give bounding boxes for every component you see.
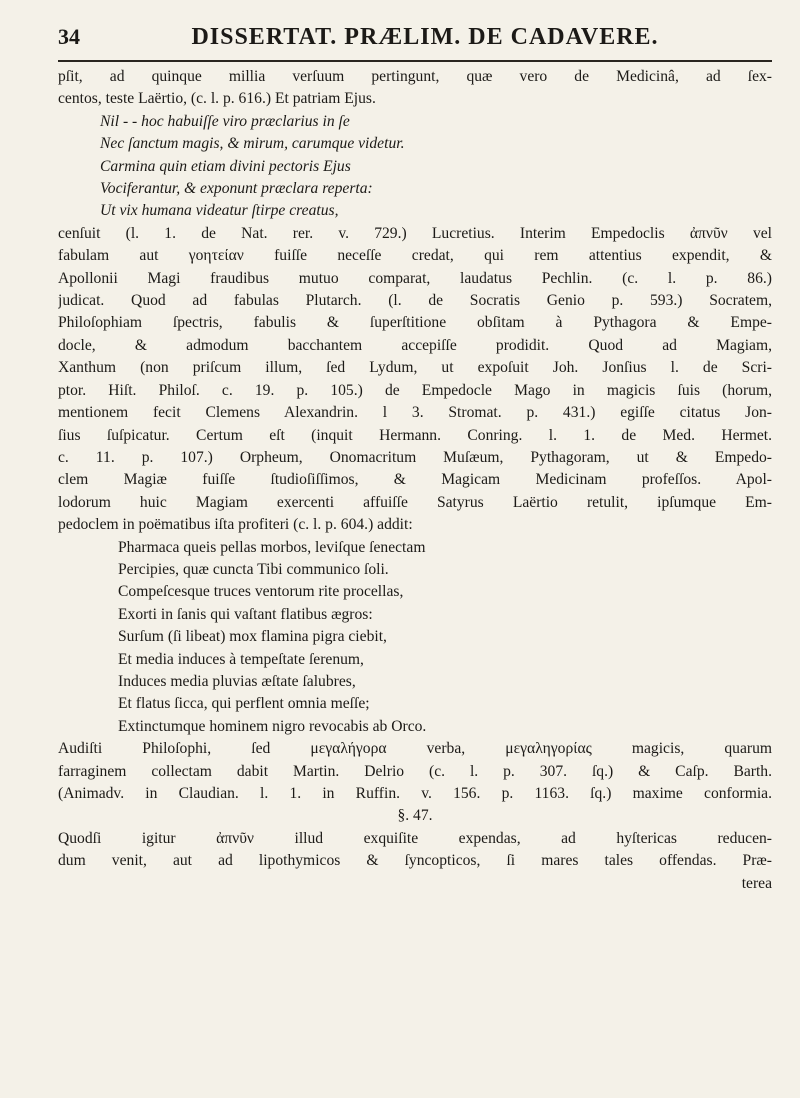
verse-line: Nil - - hoc habuiſſe viro præclarius in ſe: [100, 112, 350, 130]
verse-line: Ut vix humana videatur ſtirpe creatus,: [100, 202, 339, 220]
page-body: [58, 66, 772, 895]
page-header: [58, 24, 772, 62]
text-line: Xanthum (non priſcum illum, ſed Lydum, ut expoſuit Joh. Jonſius l. de Scri-: [58, 359, 772, 377]
text-line: ptor. Hiſt. Philoſ. c. 19. p. 105.) de Empedocle Mago in magicis ſuis (horum,: [58, 381, 772, 399]
text-line: c. 11. p. 107.) Orpheum, Onomacritum Muſæum, Pythagoram, ut & Empedo-: [58, 448, 772, 466]
catchword: terea: [741, 874, 772, 892]
text-line: mentionem fecit Clemens Alexandrin. l 3. Stromat. p. 431.) egiſſe citatus Jon-: [58, 404, 772, 422]
text-line: Audiſti Philoſophi, ſed μεγαλήγορα verba, μεγαληγορίας magicis, quarum: [58, 740, 772, 758]
text-line: pedoclem in poëmatibus iſta profiteri (c. l. p. 604.) addit:: [58, 516, 413, 534]
page-number: 34: [58, 24, 80, 49]
verse-line: Et media induces à tempeſtate ſerenum,: [118, 650, 364, 668]
text-line: Philoſophiam ſpectris, fabulis & ſuperſtitione obſitam à Pythagora & Empe-: [58, 314, 772, 332]
text-line: cenſuit (l. 1. de Nat. rer. v. 729.) Lucretius. Interim Empedoclis ἀπνῦν vel: [58, 224, 772, 242]
text-line: fabulam aut γοητείαν fuiſſe neceſſe credat, qui rem attentius expendit, &: [58, 247, 772, 265]
verse-line: Surſum (ſi libeat) mox flamina pigra ciebit,: [118, 628, 387, 646]
verse-line: Nec ſanctum magis, & mirum, carumque videtur.: [100, 135, 405, 153]
verse-line: Exorti in ſanis qui vaſtant flatibus ægros:: [118, 605, 373, 623]
text-line: clem Magiæ fuiſſe ſtudioſiſſimos, & Magicam Medicinam profeſſos. Apol-: [58, 471, 772, 489]
verse-line: Induces media pluvias æſtate ſalubres,: [118, 672, 356, 690]
text-line: judicat. Quod ad fabulas Plutarch. (l. de Socratis Genio p. 593.) Socratem,: [58, 292, 772, 310]
section-number: §. 47.: [397, 807, 433, 825]
verse-line: Extinctumque hominem nigro revocabis ab Orco.: [118, 717, 427, 735]
text-line: farraginem collectam dabit Martin. Delrio (c. l. p. 307. ſq.) & Caſp. Barth.: [58, 762, 772, 780]
text-line: Quodſi igitur ἀπνῦν illud exquiſite expendas, ad hyſtericas reducen-: [58, 829, 772, 847]
verse-line: Compeſcesque truces ventorum rite procellas,: [118, 583, 404, 601]
verse-line: Et flatus ſicca, qui perflent omnia meſſe;: [118, 695, 370, 713]
text-line: Apollonii Magi fraudibus mutuo comparat, laudatus Pechlin. (c. l. p. 86.): [58, 269, 772, 287]
text-line: dum venit, aut ad lipothymicos & ſyncopticos, ſi mares tales offendas. Præ-: [58, 852, 772, 870]
verse-line: Pharmaca queis pellas morbos, leviſque ſenectam: [118, 538, 426, 556]
text-line: centos, teste Laërtio, (c. l. p. 616.) Et patriam Ejus.: [58, 90, 376, 108]
running-title: DISSERTAT. PRÆLIM. DE CADAVERE.: [191, 24, 659, 50]
text-line: lodorum huic Magiam exercenti affuiſſe Satyrus Laërtio retulit, ipſumque Em-: [58, 493, 772, 511]
text-line: ſius ſuſpicatur. Certum eſt (inquit Hermann. Conring. l. 1. de Med. Hermet.: [58, 426, 772, 444]
verse-line: Carmina quin etiam divini pectoris Ejus: [100, 157, 351, 175]
verse-line: Vociferantur, & exponunt præclara reperta:: [100, 180, 373, 198]
text-line: pſit, ad quinque millia verſuum pertingunt, quæ vero de Medicinâ, ad ſex-: [58, 68, 772, 85]
text-line: docle, & admodum bacchantem accepiſſe prodidit. Quod ad Magiam,: [58, 336, 772, 354]
verse-line: Percipies, quæ cuncta Tibi communico ſoli.: [118, 560, 389, 578]
text-line: (Animadv. in Claudian. l. 1. in Ruffin. v. 156. p. 1163. ſq.) maxime conformia.: [58, 785, 772, 802]
